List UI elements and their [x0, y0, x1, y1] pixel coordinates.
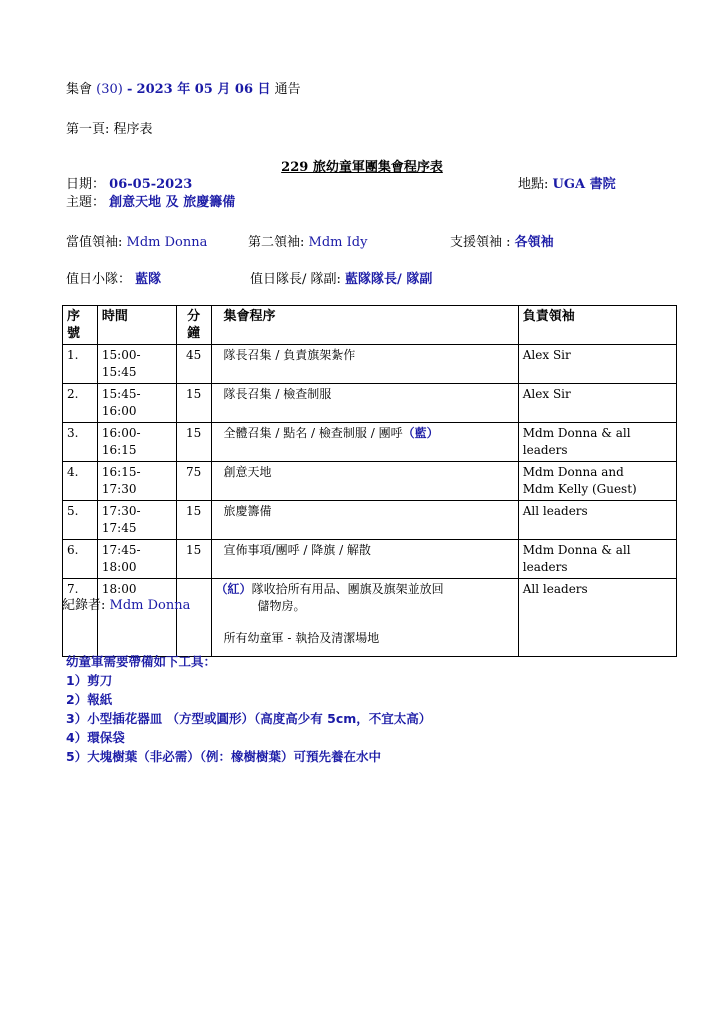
- table-header-row: [63, 306, 677, 345]
- tools-heading: 幼童軍需要帶備如下工具：: [66, 654, 217, 669]
- cell-time: 17:30-17:45: [97, 501, 176, 540]
- cell-no: 2.: [63, 384, 98, 423]
- notice-line: [66, 78, 301, 97]
- tools-item: 3）小型插花器皿 （方型或圓形）（高度高少有 5cm，不宜太高）: [66, 711, 432, 726]
- leader-line-1: Mdm Donna and: [522, 465, 624, 479]
- program-line-2: 儲物房。: [257, 599, 306, 613]
- cell-program: [211, 423, 518, 462]
- cell-minutes: 45: [176, 345, 211, 384]
- cell-leader: Mdm Donna & all leaders: [518, 423, 676, 462]
- cell-no: 7.: [63, 579, 98, 657]
- support-leader-line: [450, 231, 554, 250]
- header-program: 集會程序: [211, 306, 518, 345]
- cell-minutes: 15: [176, 423, 211, 462]
- tools-item: 2）報紙: [66, 692, 113, 707]
- program-line-1: [216, 581, 514, 598]
- cell-minutes: 15: [176, 501, 211, 540]
- table-row: [63, 423, 677, 462]
- table-row: [63, 345, 677, 384]
- page-label: 第一頁: 程序表: [66, 122, 153, 137]
- program-spacer: [216, 615, 514, 630]
- page-title: 229 旅幼童軍團集會程序表: [281, 160, 443, 175]
- notice-dash: -: [126, 82, 133, 97]
- header-leader: 負責領袖: [518, 306, 676, 345]
- cell-program: [211, 579, 518, 657]
- header-minutes: 分鐘: [176, 306, 211, 345]
- notice-suffix: 通告: [274, 82, 301, 97]
- cell-time: 17:45-18:00: [97, 540, 176, 579]
- notice-number: (30): [96, 82, 123, 97]
- cell-minutes: 75: [176, 462, 211, 501]
- cell-time: 15:00-15:45: [97, 345, 176, 384]
- theme-line: [66, 191, 235, 210]
- cell-no: 4.: [63, 462, 98, 501]
- cell-leader: All leaders: [518, 501, 676, 540]
- program-team-tag: （藍）: [402, 426, 439, 440]
- location-line: [518, 173, 616, 192]
- cell-time: 16:00-16:15: [97, 423, 176, 462]
- cell-leader: Alex Sir: [518, 384, 676, 423]
- support-leader-label: 支援領袖 :: [450, 235, 511, 250]
- header-no: 序號: [63, 306, 98, 345]
- notice-prefix: 集會: [66, 82, 93, 97]
- cell-program: 隊長召集 / 負責旗架紮作: [211, 345, 518, 384]
- theme-label: 主題：: [66, 195, 106, 210]
- support-leader-value: 各領袖: [514, 235, 554, 250]
- date-value: 06-05-2023: [109, 177, 193, 192]
- cell-time: 18:00: [97, 579, 176, 657]
- cell-program: 創意天地: [211, 462, 518, 501]
- duty-sixer-line: [250, 268, 432, 287]
- tools-item: 5）大塊樹葉（非必需）（例：橡樹樹葉）可預先養在水中: [66, 749, 381, 764]
- recorder-label: 紀錄者:: [62, 598, 106, 613]
- table-row: [63, 462, 677, 501]
- header-time: 時間: [97, 306, 176, 345]
- date-label: 日期：: [66, 177, 106, 192]
- recorder-line: [62, 594, 190, 613]
- cell-no: 3.: [63, 423, 98, 462]
- cell-time: 16:15-17:30: [97, 462, 176, 501]
- program-team-tag: （紅）: [215, 582, 252, 596]
- location-label: 地點:: [518, 177, 549, 192]
- duty-six-label: 值日小隊：: [66, 272, 132, 287]
- second-leader-label: 第二領袖:: [248, 235, 305, 250]
- cell-minutes: 15: [176, 540, 211, 579]
- duty-six-value: 藍隊: [135, 272, 162, 287]
- cell-no: 6.: [63, 540, 98, 579]
- tools-item: 4）環保袋: [66, 730, 125, 745]
- cell-minutes: 15: [176, 384, 211, 423]
- cell-no: 1.: [63, 345, 98, 384]
- second-leader-value: Mdm Idy: [308, 235, 368, 250]
- duty-sixer-label: 值日隊長/ 隊副:: [250, 272, 341, 287]
- duty-leader-value: Mdm Donna: [126, 235, 208, 250]
- theme-value: 創意天地 及 旅慶籌備: [109, 195, 236, 210]
- program-text: 全體召集 / 點名 / 檢查制服 / 團呼: [223, 426, 403, 440]
- program-line-3: 所有幼童軍 - 執拾及清潔場地: [223, 631, 380, 645]
- notice-date: 2023 年 05 月 06 日: [136, 82, 271, 97]
- duty-six-line: [66, 268, 161, 287]
- cell-no: 5.: [63, 501, 98, 540]
- table-row: [63, 501, 677, 540]
- duty-sixer-value: 藍隊隊長/ 隊副: [345, 272, 433, 287]
- table-row: [63, 540, 677, 579]
- cell-leader: Alex Sir: [518, 345, 676, 384]
- cell-program: 宣佈事項/團呼 / 降旗 / 解散: [211, 540, 518, 579]
- cell-minutes: [176, 579, 211, 657]
- location-value: UGA 書院: [552, 177, 616, 192]
- duty-leader-line: [66, 231, 207, 250]
- date-line: [66, 173, 192, 192]
- recorder-value: Mdm Donna: [109, 598, 191, 613]
- leader-line-2: Mdm Kelly (Guest): [522, 482, 637, 496]
- table-row: [63, 579, 677, 657]
- program-text: 隊收拾所有用品、團旗及旗架並放回: [251, 582, 444, 596]
- cell-leader: All leaders: [518, 579, 676, 657]
- duty-leader-label: 當值領袖:: [66, 235, 123, 250]
- cell-program: 旅慶籌備: [211, 501, 518, 540]
- cell-leader: Mdm Donna & all leaders: [518, 540, 676, 579]
- cell-program: 隊長召集 / 檢查制服: [211, 384, 518, 423]
- table-row: [63, 384, 677, 423]
- second-leader-line: [248, 231, 367, 250]
- tools-item: 1）剪刀: [66, 673, 113, 688]
- cell-time: 15:45-16:00: [97, 384, 176, 423]
- cell-leader: [518, 462, 676, 501]
